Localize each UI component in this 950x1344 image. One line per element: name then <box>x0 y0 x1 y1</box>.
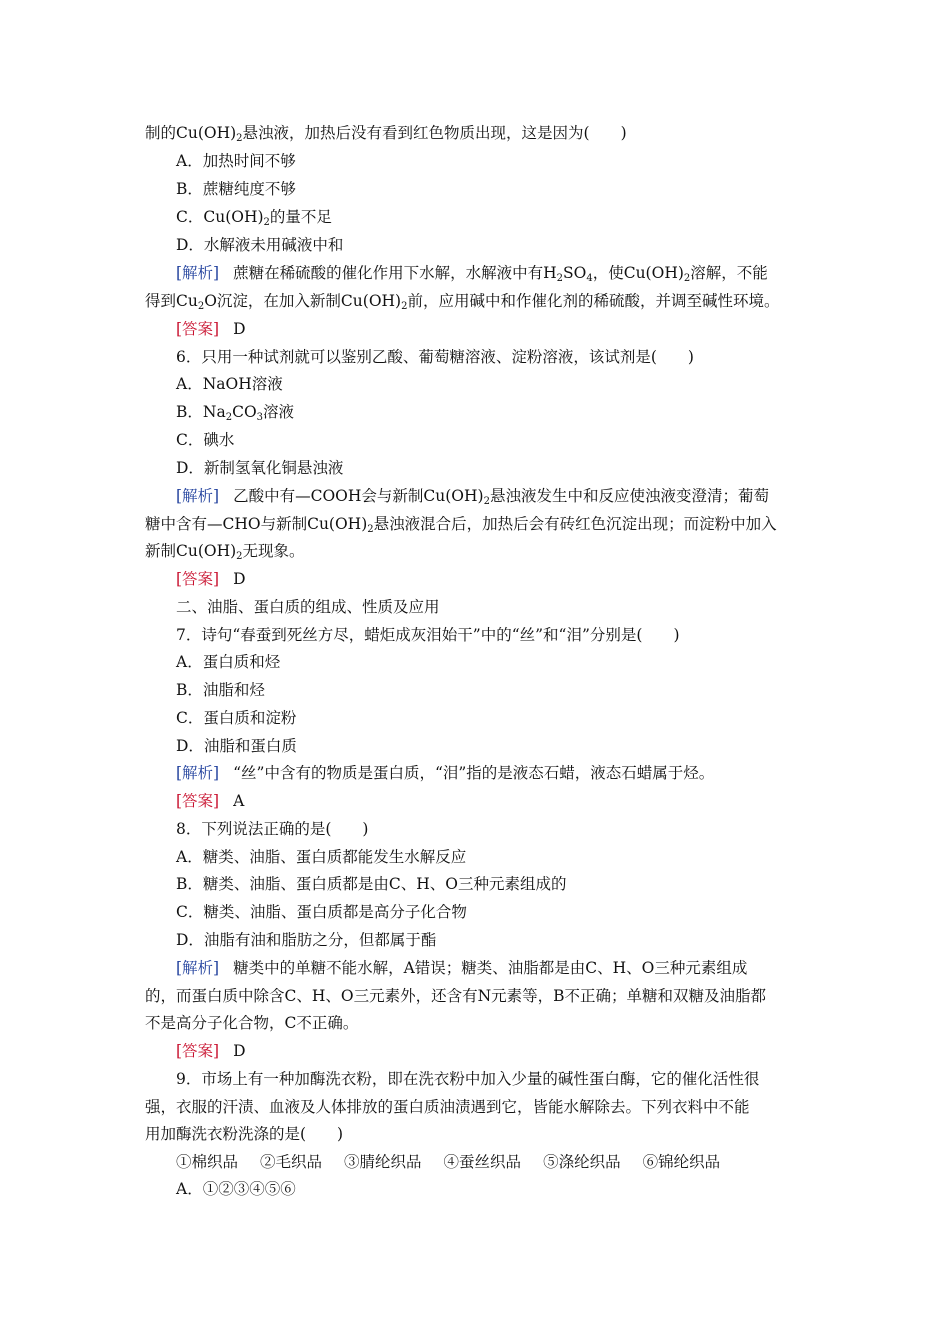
q8-stem: 8．下列说法正确的是( ) <box>176 820 369 838</box>
q8-option-c: C．糖类、油脂、蛋白质都是高分子化合物 <box>176 903 467 921</box>
q9-option-a: A．①②③④⑤⑥ <box>176 1180 296 1198</box>
fabric-item: ②毛织品 <box>260 1153 323 1171</box>
q6-option-a: A．NaOH溶液 <box>176 375 283 393</box>
q7-option-a: A．蛋白质和烃 <box>176 653 281 671</box>
q6-option-c: C．碘水 <box>176 431 235 449</box>
q5-option-a: A．加热时间不够 <box>176 152 296 170</box>
q8-answer: [答案] D <box>176 1042 246 1060</box>
q8-option-b: B．糖类、油脂、蛋白质都是由C、H、O三种元素组成的 <box>176 875 567 893</box>
fabric-item: ⑥锦纶织品 <box>642 1153 721 1171</box>
q9-stem-line-1: 9．市场上有一种加酶洗衣粉，即在洗衣粉中加入少量的碱性蛋白酶，它的催化活性很 <box>176 1070 760 1088</box>
q8-option-d: D．油脂有油和脂肪之分，但都属于酯 <box>176 931 437 949</box>
q8-analysis-line-2: 的，而蛋白质中除含C、H、O三元素外，还含有N元素等，B不正确；单糖和双糖及油脂都 <box>145 987 767 1005</box>
q5-option-b: B．蔗糖纯度不够 <box>176 180 296 198</box>
q6-analysis-line-1: [解析] 乙酸中有—COOH会与新制$Cu(OH)_2$悬浊液发生中和反应使浊液变澄清；葡萄 <box>176 487 769 507</box>
q6-option-b: B．$Na_2CO_3$溶液 <box>176 403 295 423</box>
q6-stem: 6．只用一种试剂就可以鉴别乙酸、葡萄糖溶液、淀粉溶液，该试剂是( ) <box>176 348 694 366</box>
q7-option-b: B．油脂和烃 <box>176 681 265 699</box>
fabric-item: ④蚕丝织品 <box>443 1153 522 1171</box>
analysis-tag: [解析] <box>176 487 220 505</box>
q7-option-c: C．蛋白质和淀粉 <box>176 709 297 727</box>
answer-tag: [答案] <box>176 792 220 810</box>
fabric-item: ③腈纶织品 <box>344 1153 422 1171</box>
q7-answer: [答案] A <box>176 792 245 810</box>
q5-answer: [答案] D <box>176 320 246 338</box>
q5-option-c: C．$Cu(OH)_2$的量不足 <box>176 208 332 228</box>
q7-stem: 7．诗句“春蚕到死丝方尽，蜡炬成灰泪始干”中的“丝”和“泪”分别是( ) <box>176 626 680 644</box>
q5-analysis-line-1: [解析] 蔗糖在稀硫酸的催化作用下水解，水解液中有$H_2SO_4$，使$Cu(OH)_2$溶解，不能 <box>176 264 768 284</box>
q8-option-a: A．糖类、油脂、蛋白质都能发生水解反应 <box>176 848 467 866</box>
q6-analysis-line-3: 新制$Cu(OH)_2$无现象。 <box>145 542 305 562</box>
q7-option-d: D．油脂和蛋白质 <box>176 737 297 755</box>
q9-stem-line-3: 用加酶洗衣粉洗涤的是( ) <box>145 1125 344 1143</box>
answer-tag: [答案] <box>176 1042 220 1060</box>
q9-fabric-list <box>176 1152 742 1172</box>
analysis-tag: [解析] <box>176 764 220 782</box>
q6-analysis-line-2: 糖中含有—CHO与新制$Cu(OH)_2$悬浊液混合后，加热后会有砖红色沉淀出现；而淀粉中加入 <box>145 515 777 535</box>
section-heading: 二、油脂、蛋白质的组成、性质及应用 <box>176 598 440 616</box>
answer-tag: [答案] <box>176 320 220 338</box>
q5-option-d: D．水解液未用碱液中和 <box>176 236 344 254</box>
fabric-item: ⑤涤纶织品 <box>543 1153 621 1171</box>
q8-analysis-line-1: [解析] 糖类中的单糖不能水解，A错误；糖类、油脂都是由C、H、O三种元素组成 <box>176 959 748 977</box>
q6-answer: [答案] D <box>176 570 246 588</box>
q6-option-d: D．新制氢氧化铜悬浊液 <box>176 459 344 477</box>
q5-stem-continuation: 制的$Cu(OH)_2$悬浊液，加热后没有看到红色物质出现，这是因为( ) <box>145 124 627 144</box>
q8-analysis-line-3: 不是高分子化合物，C不正确。 <box>145 1014 359 1032</box>
q5-analysis-line-2: 得到$Cu_2O$沉淀，在加入新制$Cu(OH)_2$前，应用碱中和作催化剂的稀硫酸，并调至碱性环境。 <box>145 292 780 312</box>
analysis-tag: [解析] <box>176 959 220 977</box>
q9-stem-line-2: 强，衣服的汗渍、血液及人体排放的蛋白质油渍遇到它，皆能水解除去。下列衣料中不能 <box>145 1098 750 1116</box>
q7-analysis: [解析] “丝”中含有的物质是蛋白质，“泪”指的是液态石蜡，液态石蜡属于烃。 <box>176 764 715 782</box>
fabric-item: ①棉织品 <box>176 1153 239 1171</box>
analysis-tag: [解析] <box>176 264 220 282</box>
answer-tag: [答案] <box>176 570 220 588</box>
